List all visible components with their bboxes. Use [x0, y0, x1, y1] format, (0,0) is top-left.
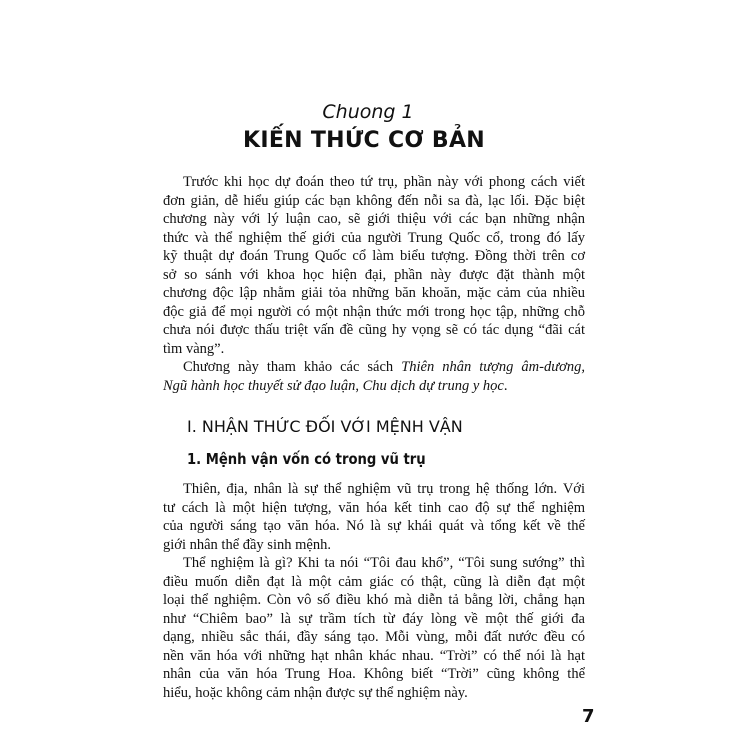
- text-line: [163, 266, 585, 285]
- paragraph-intro: [163, 173, 585, 358]
- text-line: [163, 591, 585, 610]
- italic-book-title: Chu dịch dự trung y học: [362, 377, 504, 394]
- text-segment: điều muốn diễn đạt là một cảm giác có thật, cũng là diễn đạt một: [163, 573, 585, 590]
- subsection-heading: 1. Mệnh vận vốn có trong vũ trụ: [187, 450, 426, 468]
- text-segment: chương này với lý luận cao, sẽ giới thiệu với các bạn những nhận: [163, 211, 585, 227]
- page-number: 7: [582, 706, 595, 727]
- text-segment: nhân của văn hóa Trung Hoa. Không biết “Trời” cũng không thể: [163, 666, 585, 682]
- text-line: [163, 573, 585, 592]
- text-line: [163, 229, 585, 248]
- text-segment: tìm vàng”.: [163, 340, 225, 357]
- page-content: [0, 98, 750, 728]
- text-segment: hiểu, hoặc không cảm nhận được sự thể nghiệm này.: [163, 684, 468, 701]
- text-segment: Thể nghiệm là gì? Khi ta nói “Tôi đau khổ”, “Tôi sung sướng” thì: [183, 555, 585, 571]
- chapter-label: Chuong 1: [322, 101, 414, 123]
- section-heading: I. NHẬN THỨC ĐỐI VỚI MỆNH VẬN: [187, 417, 463, 436]
- text-line: [163, 321, 585, 340]
- text-line: [163, 247, 585, 266]
- text-line: [163, 628, 585, 647]
- text-line: [163, 340, 585, 359]
- text-line: [163, 665, 585, 684]
- text-segment: dạng, nhiều sắc thái, đầy sáng tạo. Mỗi vùng, mỗi đất nước đều có: [163, 629, 585, 645]
- text-segment: ,: [355, 377, 363, 394]
- text-segment: của người sáng tạo văn hóa. Nó là sự khái quát và tổng kết về thế: [163, 518, 585, 534]
- text-line: [163, 303, 585, 322]
- text-segment: kỹ thuật dự đoán Trung Quốc cổ làm biểu tượng. Đồng thời trên cơ: [163, 248, 585, 264]
- text-segment: độc giả để mọi người có một nhận thức mới trong học tập, những chỗ: [163, 303, 585, 320]
- text-line: [163, 358, 585, 377]
- italic-book-title: Thiên nhân tượng âm-dương,: [401, 359, 585, 375]
- text-segment: như “Chiêm bao” là sự trầm tích từ đáy lòng về một thế giới đa: [163, 610, 585, 627]
- text-line: [163, 647, 585, 666]
- text-segment: sở so sánh với khoa học hiện đại, phần này được đặt thành một: [163, 266, 585, 283]
- text-segment: Trước khi học dự đoán theo tứ trụ, phần này với phong cách viết: [183, 174, 585, 190]
- text-segment: giới nhân thể đầy sinh mệnh.: [163, 536, 331, 553]
- text-segment: .: [503, 377, 508, 394]
- text-line: [163, 684, 585, 703]
- text-line: [163, 554, 585, 573]
- text-segment: thức và thể nghiệm thế giới của người Trung Quốc cổ, trong đó lấy: [163, 229, 585, 246]
- text-line: [163, 480, 585, 499]
- text-segment: chương độc lập nhằm giải tỏa những băn khoăn, mặc cảm của nhiều: [163, 285, 585, 301]
- paragraph-universe: [163, 480, 585, 554]
- text-line: [163, 517, 585, 536]
- chapter-title: KIẾN THỨC CƠ BẢN: [243, 128, 485, 153]
- text-segment: Thiên, địa, nhân là sự thể nghiệm vũ trụ trong hệ thống lớn. Với: [183, 481, 585, 497]
- paragraph-experience: [163, 554, 585, 702]
- text-line: [163, 173, 585, 192]
- text-segment: loại thể nghiệm. Còn vô số điều khó mà diễn tả bằng lời, chẳng hạn: [163, 592, 585, 608]
- text-line: [163, 377, 585, 396]
- text-segment: nền văn hóa với những hạt nhân khác nhau. “Trời” có thể nói là hạt: [163, 647, 585, 664]
- text-segment: tư cách là một hiện tượng, văn hóa kết tinh cao độ sự thể nghiệm: [163, 499, 585, 516]
- italic-book-title: Ngũ hành học thuyết sử đạo luận: [163, 377, 356, 394]
- text-line: [163, 192, 585, 211]
- text-segment: Chương này tham khảo các sách: [183, 359, 402, 375]
- text-line: [163, 610, 585, 629]
- text-segment: đơn giản, dễ hiểu giúp các bạn không đến nỗi sa đà, lạc lối. Đặc biệt: [163, 192, 585, 209]
- paragraph-references: [163, 358, 585, 395]
- text-line: [163, 499, 585, 518]
- text-line: [163, 536, 585, 555]
- text-line: [163, 284, 585, 303]
- text-segment: chưa nói được thấu triệt vấn đề cũng hy vọng sẽ có tác dụng “đãi cát: [163, 322, 585, 338]
- text-line: [163, 210, 585, 229]
